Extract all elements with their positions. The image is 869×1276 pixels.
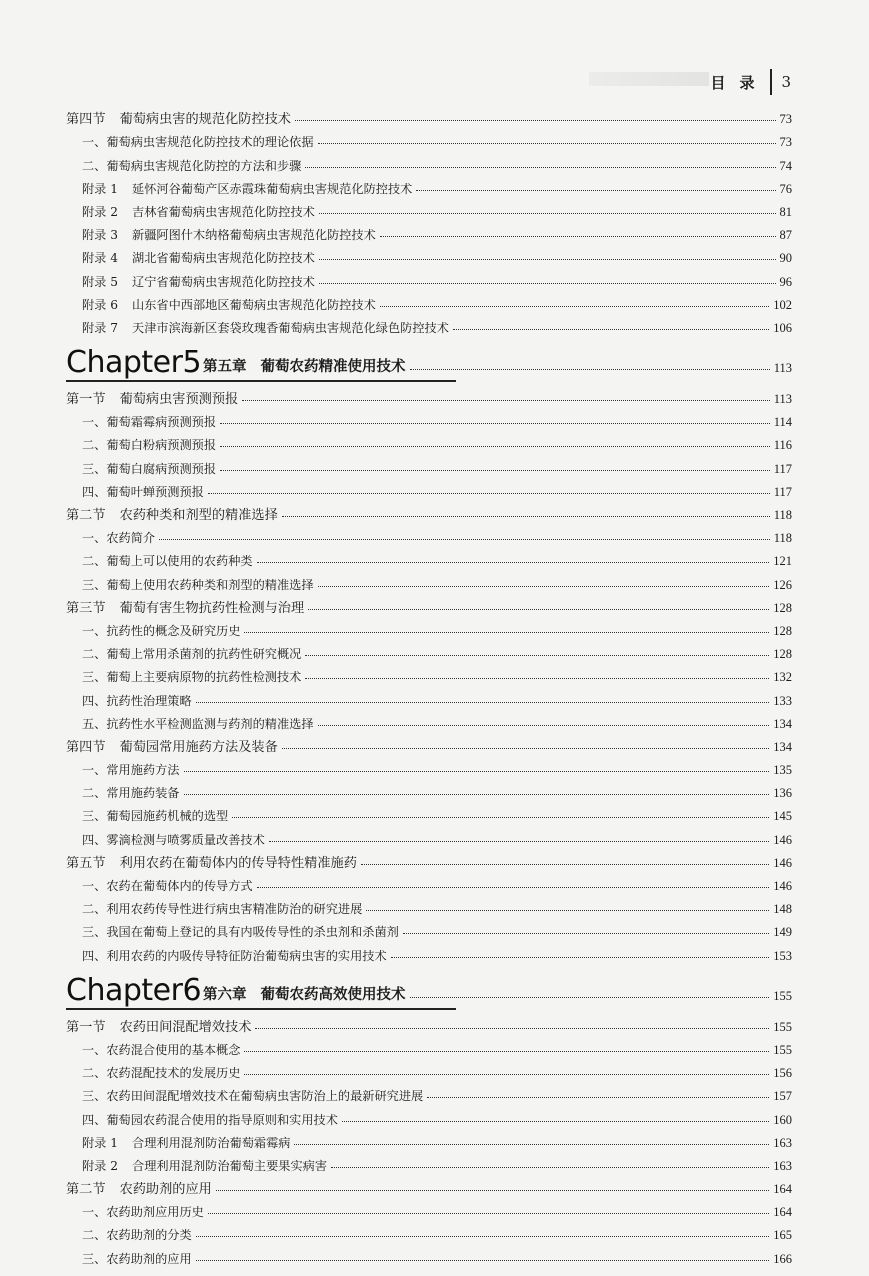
entry-title: 葡萄园常用施药方法及装备 (119, 739, 278, 755)
entry-label (82, 715, 314, 732)
leader-dots (410, 369, 770, 370)
entry-label (82, 900, 362, 917)
entry-title: 二、葡萄病虫害规范化防控的方法和步骤 (82, 158, 302, 173)
page-number: 113 (773, 392, 792, 407)
page-number: 148 (773, 902, 792, 917)
leader-dots (208, 493, 770, 494)
leader-dots (416, 190, 775, 191)
entry-number: 第二节 (66, 1182, 106, 1198)
leader-dots (184, 794, 770, 795)
page-number: 157 (773, 1089, 792, 1104)
leader-dots (318, 586, 770, 587)
entry-number: 附录 7 (82, 320, 119, 335)
entry-title: 新疆阿图什木纳格葡萄病虫害规范化防控技术 (132, 228, 376, 243)
entry-label (82, 923, 399, 940)
page-number: 164 (773, 1205, 792, 1220)
toc-appendix-entry[interactable] (66, 290, 792, 313)
leader-dots (159, 539, 770, 540)
page-number: 81 (779, 204, 792, 219)
toc-item-entry[interactable] (66, 940, 792, 963)
page-number: 146 (773, 855, 792, 870)
leader-dots (295, 120, 776, 121)
page-number: 155 (773, 988, 792, 1003)
entry-label (82, 1064, 240, 1081)
chapter-english-label: Chapter5 (66, 344, 202, 380)
entry-title: 二、葡萄白粉病预测预报 (82, 438, 217, 453)
entry-title: 三、葡萄上使用农药种类和剂型的精准选择 (82, 577, 314, 592)
page-number: 156 (773, 1066, 792, 1081)
entry-number: 第二节 (66, 508, 106, 523)
entry-number: 附录 3 (82, 228, 119, 243)
page-number: 87 (779, 228, 792, 243)
toc-section-entry[interactable] (66, 593, 792, 616)
entry-label (82, 460, 216, 477)
entry-title: 四、葡萄叶蝉预测预报 (82, 484, 204, 499)
toc-item-entry[interactable] (66, 1035, 792, 1058)
leader-dots (403, 933, 769, 934)
page-number: 136 (773, 786, 792, 801)
toc-item-entry[interactable] (66, 824, 792, 847)
entry-title: 三、葡萄白腐病预测预报 (82, 461, 217, 476)
leader-dots (342, 1121, 769, 1122)
page-number: 117 (773, 484, 792, 499)
page-number: 113 (773, 360, 792, 375)
leader-dots (184, 771, 770, 772)
toc-section-entry[interactable] (66, 1174, 792, 1197)
leader-dots (282, 516, 770, 517)
entry-label (82, 1203, 204, 1220)
entry-title: 二、农药助剂的分类 (82, 1228, 192, 1243)
chapter-number: 第五章 (203, 358, 247, 375)
entry-title: 三、农药田间混配增效技术在葡萄病虫害防治上的最新研究进展 (82, 1089, 424, 1104)
entry-title: 三、葡萄园施药机械的选型 (82, 809, 229, 824)
leader-dots (319, 283, 776, 284)
toc-appendix-entry[interactable] (66, 266, 792, 289)
entry-number: 第四节 (66, 112, 106, 128)
page-number: 128 (773, 623, 792, 638)
page-number: 76 (779, 181, 792, 196)
chapter-title: 葡萄农药精准使用技术 (260, 358, 406, 375)
leader-dots (257, 562, 770, 563)
leader-dots (308, 609, 769, 610)
leader-dots (380, 236, 776, 237)
leader-dots (196, 702, 770, 703)
toc-item-entry[interactable] (66, 709, 792, 732)
leader-dots (453, 329, 769, 330)
toc-item-entry[interactable] (66, 894, 792, 917)
entry-label (82, 133, 314, 150)
entry-label (82, 296, 376, 313)
entry-title: 三、我国在葡萄上登记的具有内吸传导性的杀虫剂和杀菌剂 (82, 925, 399, 940)
page-number: 163 (773, 1135, 792, 1150)
entry-label (82, 947, 387, 964)
entry-label (82, 1250, 192, 1267)
entry-title: 二、农药混配技术的发展历史 (82, 1066, 241, 1081)
header-page-number: 3 (781, 73, 791, 91)
header-title: 目录 (710, 73, 769, 92)
chapter-heading[interactable] (66, 972, 792, 1006)
entry-label (82, 645, 301, 662)
leader-dots (366, 910, 769, 911)
entry-label (66, 597, 304, 616)
toc-appendix-entry[interactable] (66, 197, 792, 220)
entry-label (82, 807, 228, 824)
running-header (710, 70, 791, 94)
entry-title: 一、农药混合使用的基本概念 (82, 1042, 241, 1057)
toc-item-entry[interactable] (66, 523, 792, 546)
leader-dots (294, 1144, 769, 1145)
toc-item-entry[interactable] (66, 801, 792, 824)
entry-number: 第一节 (66, 1019, 106, 1035)
page-number: 160 (773, 1112, 792, 1127)
page-number: 155 (773, 1042, 792, 1057)
entry-label (82, 877, 253, 894)
page-number: 116 (773, 438, 792, 453)
toc-item-entry[interactable] (66, 685, 792, 708)
toc-item-entry[interactable] (66, 1104, 792, 1127)
entry-title: 合理利用混剂防治葡萄主要果实病害 (132, 1158, 328, 1173)
page-number: 128 (773, 600, 792, 615)
toc-appendix-entry[interactable] (66, 1151, 792, 1174)
leader-dots (361, 864, 769, 865)
toc-item-entry[interactable] (66, 755, 792, 778)
toc-item-entry[interactable] (66, 871, 792, 894)
entry-label (82, 668, 301, 685)
entry-label (82, 1134, 290, 1151)
leader-dots (305, 167, 775, 168)
leader-dots (208, 1213, 769, 1214)
chapter-heading[interactable] (66, 344, 792, 378)
toc-appendix-entry[interactable] (66, 174, 792, 197)
entry-title: 四、雾滴检测与喷雾质量改善技术 (82, 832, 265, 847)
toc-item-entry[interactable] (66, 150, 792, 173)
entry-number: 附录 4 (82, 251, 119, 266)
entry-label (66, 108, 291, 127)
entry-title: 一、葡萄病虫害规范化防控技术的理论依据 (82, 135, 314, 150)
leader-dots (216, 1190, 769, 1191)
toc-item-entry[interactable] (66, 1058, 792, 1081)
toc-item-entry[interactable] (66, 453, 792, 476)
toc-section-entry[interactable] (66, 500, 792, 523)
leader-dots (220, 446, 770, 447)
entry-label (82, 552, 253, 569)
header-divider (770, 69, 772, 95)
leader-dots (380, 306, 769, 307)
toc-appendix-entry[interactable] (66, 1128, 792, 1151)
entry-label (66, 388, 238, 407)
toc-item-entry[interactable] (66, 639, 792, 662)
entry-label (82, 157, 301, 174)
toc-appendix-entry[interactable] (66, 243, 792, 266)
leader-dots (318, 725, 770, 726)
leader-dots (257, 887, 770, 888)
toc-item-entry[interactable] (66, 407, 792, 430)
leader-dots (255, 1028, 769, 1029)
entry-label (82, 1087, 423, 1104)
entry-title: 农药种类和剂型的精准选择 (119, 508, 278, 523)
entry-label (82, 692, 192, 709)
entry-title: 葡萄病虫害的规范化防控技术 (119, 112, 291, 128)
page-number: 102 (773, 297, 792, 312)
entry-label (82, 576, 314, 593)
entry-label (66, 1016, 251, 1035)
entry-title: 农药田间混配增效技术 (119, 1019, 252, 1035)
entry-label (66, 852, 357, 871)
entry-label (82, 1041, 240, 1058)
toc-item-entry[interactable] (66, 662, 792, 685)
toc-item-entry[interactable] (66, 778, 792, 801)
page-number: 164 (773, 1182, 792, 1197)
entry-title: 农药助剂的应用 (119, 1182, 212, 1198)
page-number: 145 (773, 809, 792, 824)
entry-label (82, 1111, 338, 1128)
toc-section-entry[interactable] (66, 384, 792, 407)
entry-title: 二、常用施药装备 (82, 786, 180, 801)
leader-dots (269, 841, 769, 842)
entry-label (82, 1157, 327, 1174)
page-number: 134 (773, 716, 792, 731)
entry-title: 三、葡萄上主要病原物的抗药性检测技术 (82, 670, 302, 685)
table-of-contents (66, 104, 792, 1267)
leader-dots (391, 957, 770, 958)
page-number: 146 (773, 879, 792, 893)
entry-title: 二、利用农药传导性进行病虫害精准防治的研究进展 (82, 902, 363, 917)
page-number: 114 (773, 415, 792, 430)
chapter-english-label: Chapter6 (66, 972, 202, 1008)
leader-dots (242, 400, 769, 401)
page-number: 163 (773, 1158, 792, 1173)
leader-dots (305, 678, 769, 679)
page-number: 96 (779, 274, 792, 289)
toc-item-entry[interactable] (66, 1197, 792, 1220)
page-number: 146 (773, 832, 792, 847)
entry-label (82, 784, 180, 801)
leader-dots (196, 1236, 770, 1237)
toc-item-entry[interactable] (66, 1243, 792, 1266)
entry-title: 辽宁省葡萄病虫害规范化防控技术 (132, 274, 315, 289)
entry-label (82, 831, 265, 848)
leader-dots (232, 817, 769, 818)
bleed-through-ghost (589, 72, 709, 86)
leader-dots (282, 748, 769, 749)
entry-label (82, 436, 216, 453)
toc-item-entry[interactable] (66, 477, 792, 500)
entry-label (82, 319, 449, 336)
entry-title: 二、葡萄上可以使用的农药种类 (82, 554, 253, 569)
entry-label (66, 1178, 212, 1197)
entry-title: 延怀河谷葡萄产区赤霞珠葡萄病虫害规范化防控技术 (132, 181, 413, 196)
toc-item-entry[interactable] (66, 127, 792, 150)
entry-title: 湖北省葡萄病虫害规范化防控技术 (132, 251, 315, 266)
entry-title: 三、农药助剂的应用 (82, 1251, 192, 1266)
entry-title: 吉林省葡萄病虫害规范化防控技术 (132, 204, 315, 219)
page-number: 155 (773, 1019, 792, 1034)
page-number: 128 (773, 647, 792, 662)
toc-appendix-entry[interactable] (66, 220, 792, 243)
entry-title: 四、利用农药的内吸传导特征防治葡萄病虫害的实用技术 (82, 948, 387, 963)
entry-label (82, 1226, 192, 1243)
toc-item-entry[interactable] (66, 546, 792, 569)
entry-title: 四、抗药性治理策略 (82, 693, 192, 708)
toc-section-entry[interactable] (66, 848, 792, 871)
toc-section-entry[interactable] (66, 732, 792, 755)
entry-number: 第一节 (66, 392, 106, 408)
toc-item-entry[interactable] (66, 616, 792, 639)
entry-label (82, 413, 216, 430)
page-number: 135 (773, 763, 792, 778)
entry-label (66, 736, 278, 755)
page-number: 73 (779, 112, 792, 127)
chapter-underline (66, 1008, 456, 1010)
entry-title: 山东省中西部地区葡萄病虫害规范化防控技术 (132, 297, 376, 312)
page-number: 132 (773, 670, 792, 685)
entry-title: 一、农药简介 (82, 531, 156, 546)
entry-number: 第四节 (66, 739, 106, 755)
entry-number: 附录 2 (82, 204, 119, 219)
entry-label (82, 483, 204, 500)
chapter-title: 葡萄农药高效使用技术 (260, 986, 406, 1003)
page-number: 118 (773, 531, 792, 546)
entry-title: 五、抗药性水平检测监测与药剂的精准选择 (82, 716, 314, 731)
entry-number: 附录 5 (82, 274, 119, 289)
entry-label (82, 761, 180, 778)
entry-title: 葡萄有害生物抗药性检测与治理 (119, 600, 305, 616)
entry-title: 一、葡萄霜霉病预测预报 (82, 415, 217, 430)
leader-dots (331, 1167, 769, 1168)
page-number: 121 (773, 554, 792, 569)
entry-label (82, 180, 412, 197)
leader-dots (244, 1074, 769, 1075)
page-number: 133 (773, 693, 792, 708)
leader-dots (305, 655, 769, 656)
page-number: 166 (773, 1251, 792, 1266)
entry-title: 合理利用混剂防治葡萄霜霉病 (132, 1135, 291, 1150)
entry-number: 附录 1 (82, 181, 119, 196)
page-number: 134 (773, 739, 792, 754)
entry-label (66, 504, 278, 523)
entry-number: 附录 6 (82, 297, 119, 312)
page-number: 106 (773, 320, 792, 335)
entry-title: 一、农药在葡萄体内的传导方式 (82, 879, 253, 893)
page-number: 126 (773, 577, 792, 592)
page-number: 117 (773, 461, 792, 476)
page-number: 165 (773, 1228, 792, 1243)
toc-appendix-entry[interactable] (66, 313, 792, 336)
leader-dots (196, 1260, 770, 1261)
entry-label (82, 529, 155, 546)
entry-title: 一、农药助剂应用历史 (82, 1205, 204, 1220)
page-number: 153 (773, 948, 792, 963)
entry-title: 四、葡萄园农药混合使用的指导原则和实用技术 (82, 1112, 338, 1127)
chapter-number: 第六章 (203, 986, 247, 1003)
toc-item-entry[interactable] (66, 569, 792, 592)
page-number: 90 (779, 251, 792, 266)
page-number: 149 (773, 925, 792, 940)
entry-number: 附录 1 (82, 1135, 119, 1150)
entry-title: 利用农药在葡萄体内的传导特性精准施药 (119, 855, 357, 871)
entry-label (82, 622, 240, 639)
entry-label (82, 203, 315, 220)
leader-dots (319, 259, 776, 260)
entry-label (82, 249, 315, 266)
entry-label (82, 273, 315, 290)
toc-section-entry[interactable] (66, 104, 792, 127)
leader-dots (244, 632, 769, 633)
entry-label (82, 226, 376, 243)
leader-dots (427, 1097, 769, 1098)
leader-dots (220, 423, 770, 424)
toc-item-entry[interactable] (66, 917, 792, 940)
entry-title: 一、常用施药方法 (82, 763, 180, 778)
entry-title: 二、葡萄上常用杀菌剂的抗药性研究概况 (82, 647, 302, 662)
toc-section-entry[interactable] (66, 1012, 792, 1035)
page-number: 73 (779, 135, 792, 150)
chapter-underline (66, 380, 456, 382)
leader-dots (319, 213, 776, 214)
entry-number: 附录 2 (82, 1158, 119, 1173)
page-number: 118 (773, 508, 792, 522)
toc-item-entry[interactable] (66, 430, 792, 453)
leader-dots (220, 470, 770, 471)
entry-number: 第五节 (66, 855, 106, 871)
entry-title: 葡萄病虫害预测预报 (119, 392, 239, 408)
leader-dots (410, 997, 770, 998)
leader-dots (318, 143, 776, 144)
entry-title: 一、抗药性的概念及研究历史 (82, 623, 241, 638)
toc-item-entry[interactable] (66, 1081, 792, 1104)
entry-number: 第三节 (66, 600, 106, 616)
toc-item-entry[interactable] (66, 1220, 792, 1243)
entry-title: 天津市滨海新区套袋玫瑰香葡萄病虫害规范化绿色防控技术 (132, 320, 449, 335)
leader-dots (244, 1051, 769, 1052)
page-number: 74 (779, 158, 792, 173)
